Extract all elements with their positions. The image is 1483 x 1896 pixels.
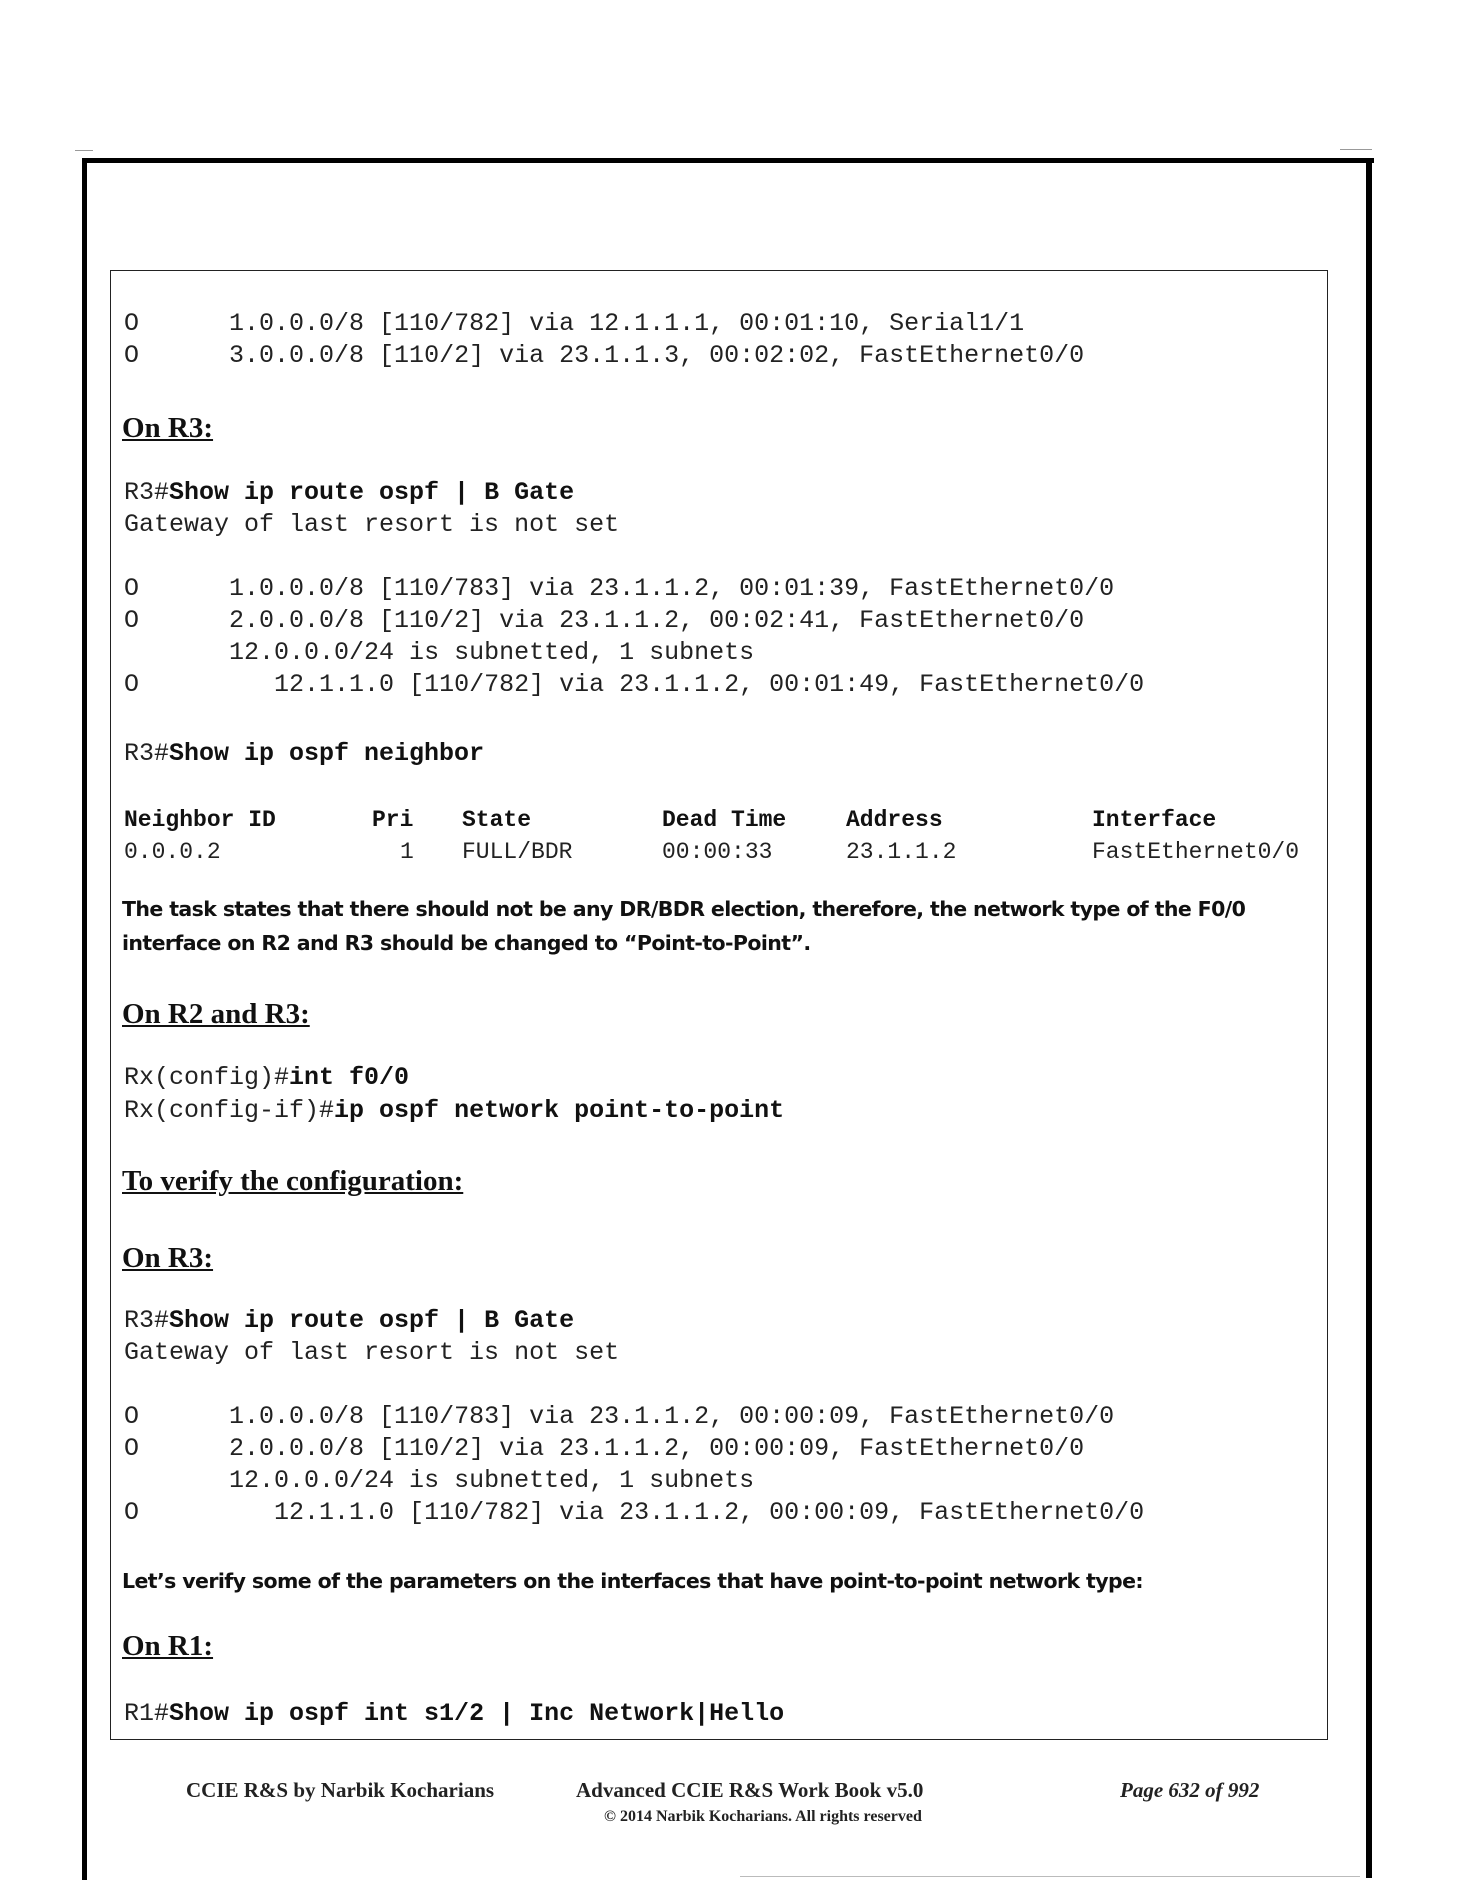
gateway-line: Gateway of last resort is not set: [124, 1338, 620, 1367]
command-line: [124, 1699, 784, 1729]
command-line: [124, 1306, 574, 1336]
scan-artifact: [1340, 149, 1372, 150]
table-header-interface: Interface: [1092, 807, 1217, 833]
table-header-neighbor-id: Neighbor ID: [124, 807, 276, 833]
footer-author: CCIE R&S by Narbik Kocharians: [186, 1778, 495, 1802]
cli-prompt: R3#: [124, 739, 170, 768]
table-cell-address: 23.1.1.2: [846, 839, 957, 865]
section-heading-verify: To verify the configuration:: [122, 1165, 464, 1197]
route-line: [124, 574, 1114, 604]
cli-command: ip ospf network point-to-point: [334, 1096, 785, 1125]
config-line: [124, 1063, 409, 1093]
route-code: O: [124, 341, 140, 370]
section-heading-on-r1: On R1:: [122, 1630, 214, 1662]
page-frame-right-border: [1366, 158, 1372, 1878]
cli-prompt: R3#: [124, 478, 170, 507]
route-text: 12.0.0.0/24 is subnetted, 1 subnets: [229, 638, 755, 667]
footer-page-number: Page 632 of 992: [1120, 1778, 1260, 1802]
config-line: [124, 1096, 784, 1126]
route-code: O: [124, 670, 140, 699]
route-text: 12.1.1.0 [110/782] via 23.1.1.2, 00:01:49, FastEthernet0/0: [229, 670, 1145, 699]
section-heading-on-r3: On R3:: [122, 412, 214, 444]
table-cell-interface: FastEthernet0/0: [1092, 839, 1300, 865]
cli-command: int f0/0: [289, 1063, 410, 1092]
footer-copyright: © 2014 Narbik Kocharians. All rights reserved: [604, 1808, 922, 1825]
cli-prompt: Rx(config)#: [124, 1063, 290, 1092]
table-header-address: Address: [846, 807, 943, 833]
scan-artifact: [740, 1876, 1360, 1877]
cli-command: Show ip route ospf | B Gate: [169, 1306, 575, 1335]
route-line: [124, 341, 1084, 371]
command-line: [124, 739, 484, 769]
cli-command: Show ip ospf int s1/2 | Inc Network|Hello: [169, 1699, 785, 1728]
cli-command: Show ip route ospf | B Gate: [169, 478, 575, 507]
route-text: 12.0.0.0/24 is subnetted, 1 subnets: [229, 1466, 755, 1495]
route-code: O: [124, 574, 140, 603]
route-text: 2.0.0.0/8 [110/2] via 23.1.1.2, 00:00:09, FastEthernet0/0: [229, 1434, 1085, 1463]
table-header-state: State: [462, 807, 532, 833]
footer-book-title: Advanced CCIE R&S Work Book v5.0: [576, 1778, 924, 1802]
explanation-paragraph: Let’s verify some of the parameters on the interfaces that have point-to-point network type:: [122, 1569, 1144, 1593]
route-text: 3.0.0.0/8 [110/2] via 23.1.1.3, 00:02:02, FastEthernet0/0: [229, 341, 1085, 370]
route-code: O: [124, 1402, 140, 1431]
cli-prompt: R1#: [124, 1699, 170, 1728]
route-line: [124, 606, 1084, 636]
route-text: 12.1.1.0 [110/782] via 23.1.1.2, 00:00:09, FastEthernet0/0: [229, 1498, 1145, 1527]
route-text: 1.0.0.0/8 [110/783] via 23.1.1.2, 00:00:09, FastEthernet0/0: [229, 1402, 1115, 1431]
page-frame-top-border: [84, 158, 1374, 163]
explanation-paragraph: The task states that there should not be any DR/BDR election, therefore, the network type of the F0/0 interface on R2 and R3 should be changed to “Point-to-Point”.: [122, 897, 1246, 955]
route-code: O: [124, 606, 140, 635]
table-cell-neighbor-id: 0.0.0.2: [124, 839, 221, 865]
route-text: 1.0.0.0/8 [110/783] via 23.1.1.2, 00:01:39, FastEthernet0/0: [229, 574, 1115, 603]
route-code: O: [124, 1434, 140, 1463]
table-header-dead-time: Dead Time: [662, 807, 787, 833]
page-frame-left-border: [82, 158, 87, 1880]
route-line: [124, 638, 754, 668]
cli-command: Show ip ospf neighbor: [169, 739, 485, 768]
route-line: [124, 309, 1024, 339]
table-cell-pri: 1: [400, 839, 414, 865]
route-line: [124, 670, 1144, 700]
section-heading-on-r3-verify: On R3:: [122, 1242, 214, 1274]
section-heading-on-r2-and-r3: On R2 and R3:: [122, 998, 310, 1030]
route-code: O: [124, 1498, 140, 1527]
route-line: [124, 1498, 1144, 1528]
table-cell-state: FULL/BDR: [462, 839, 573, 865]
route-line: [124, 1434, 1084, 1464]
scan-artifact: [75, 150, 93, 151]
table-header-pri: Pri: [372, 807, 414, 833]
route-line: [124, 1402, 1114, 1432]
route-text: 1.0.0.0/8 [110/782] via 12.1.1.1, 00:01:10, Serial1/1: [229, 309, 1025, 338]
table-cell-dead-time: 00:00:33: [662, 839, 773, 865]
neighbor-table: [124, 804, 1314, 868]
command-line: [124, 478, 574, 508]
gateway-line: Gateway of last resort is not set: [124, 510, 620, 539]
cli-prompt: R3#: [124, 1306, 170, 1335]
cli-prompt: Rx(config-if)#: [124, 1096, 335, 1125]
route-text: 2.0.0.0/8 [110/2] via 23.1.1.2, 00:02:41, FastEthernet0/0: [229, 606, 1085, 635]
route-line: [124, 1466, 754, 1496]
route-code: O: [124, 309, 140, 338]
